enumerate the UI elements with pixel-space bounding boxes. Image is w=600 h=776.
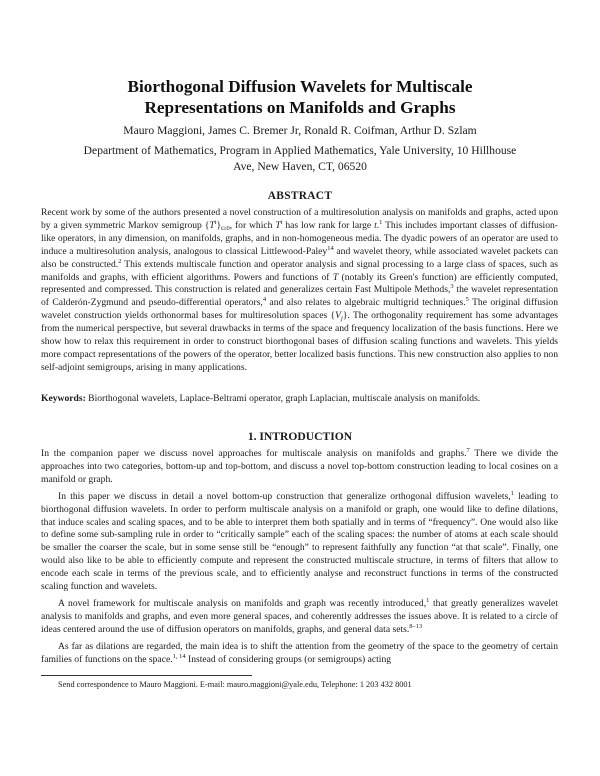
citation-ref[interactable]: 1: [379, 218, 383, 226]
keywords: [41, 393, 558, 406]
abstract-body: Recent work by some of the authors presented a novel construction of a multiresolution analysis on manifolds and graphs, acted upon by a given symmetric Markov semigroup $\{T^t\}_{t\ge 0}$, for which $T^t$ has low rank for large t.$^1$ This includes important classes of diffusion-like operators, in any dimension, on manifolds, graphs, and in non-homogeneous media. The dyadic powers of an operator are used to induce a multiresolution analysis, analogous to classical Littlewood-Paley$^{14}$ and wavelet theory, while associated wavelet packets can also be constructed.$^2$ This extends multiscale function and operator analysis and signal processing to a large class of spaces, such as manifolds and graphs, with efficient algorithms. Powers and functions of T (notably its Green's function) are efficiently computed, represented and compressed. This construction is related and generalizes certain Fast Multipole Methods,$^3$ the wavelet representation of Calderón-Zygmund and pseudo-differential operators,$^4$ and also relates to algebraic multigrid techniques.$^5$ The original diffusion wavelet construction yields orthonormal bases for multiresolution spaces $\{V_j\}$. The orthogonality requirement has some advantages from the numerical perspective, but several drawbacks in terms of the space and frequency localization of the basis functions. Here we show how to relax this requirement in order to construct biorthogonal bases of diffusion scaling functions and wavelets. This yields more compact representations of the powers of the operator, better localized basis functions. This new construction also applies to non self-adjoint semigroups, arising in many applications.: [41, 207, 559, 373]
paragraph: [41, 491, 558, 594]
affiliation: [40, 143, 560, 175]
math-superscript: t: [214, 218, 217, 226]
abstract-text: This extends multiscale function and operator analysis and signal processing to a large class of spaces, such as manifolds and graphs, with efficient algorithms. Powers and functions of: [41, 258, 558, 283]
abstract-text: Recent work by some of the authors presented a novel construction of a multiresolution analysis on manifolds and graphs, acted upon by a given symmetric Markov semigroup {: [41, 207, 558, 231]
math-symbol: T: [209, 219, 215, 231]
paragraph-text: Instead of considering groups (or semigroups) acting: [185, 653, 392, 665]
paragraph: [41, 448, 558, 487]
citation-ref[interactable]: 3: [450, 283, 454, 291]
math-symbol: T: [332, 271, 339, 283]
citation-ref[interactable]: 1: [426, 596, 430, 604]
citation-ref[interactable]: 5: [465, 296, 469, 304]
paragraph-text: There we divide the approaches into two categories, bottom-up and top-bottom, and discuss a novel top-bottom construction leading to local cosines on a manifold or graph.: [41, 448, 558, 485]
paragraph-text: As far as dilations are regarded, the main idea is to shift the attention from the geometry of the space to the geometry of certain families of functions on the space.: [41, 640, 558, 665]
paragraph-text: that greatly generalizes wavelet analysis to manifolds and graphs, and even more general spaces, and coherently addresses the issues above. It is related to a circle of ideas centered around the use of diffusion operators on manifolds, graphs, and general data sets.: [41, 597, 558, 635]
abstract-text: , for which: [229, 219, 276, 231]
affiliation-line-2: Ave, New Haven, CT, 06520: [233, 160, 367, 173]
paragraph-text: In the companion paper we discuss novel approaches for multiscale analysis on manifolds and graphs.: [41, 448, 467, 459]
abstract-text: }. The orthogonality requirement has some advantages from the numerical perspective, but several drawbacks in terms of the space and frequency localization of the basis functions. Here we show how to relax this requirement in order to construct biorthogonal bases of diffusion scaling functions and wavelets. This yields more compact representations of the powers of the operator, better localized basis functions. This new construction also applies to non self-adjoint semigroups, arising in many applications.: [41, 310, 558, 373]
abstract-heading: ABSTRACT: [267, 190, 333, 202]
paragraph-text: In this paper we discuss in detail a novel bottom-up construction that generalize orthogonal diffusion wavelets,: [58, 490, 511, 502]
math-subscript: j: [341, 315, 343, 323]
keywords-label: Keywords:: [41, 393, 86, 404]
citation-ref[interactable]: 8–13: [409, 622, 423, 630]
paragraph: [41, 641, 558, 667]
math-symbol: T: [275, 219, 281, 231]
abstract-text: This includes important classes of diffusion-like operators, in any dimension, on manifolds, graphs, and in non-homogeneous media. The dyadic powers of an operator are used to induce a multiresolution analysis, analogous to classical Littlewood-Paley: [41, 219, 559, 257]
paper-title: [0, 76, 600, 118]
title-line-1: Biorthogonal Diffusion Wavelets for Multiscale: [127, 77, 473, 96]
section-heading-introduction: 1. INTRODUCTION: [247, 430, 353, 443]
math-superscript: t: [280, 218, 283, 226]
keywords-text: Biorthogonal wavelets, Laplace-Beltrami operator, graph Laplacian, multiscale analysis on manifolds.: [85, 393, 481, 404]
abstract-text: the wavelet representation of Calderón-Zygmund and pseudo-differential operators,: [41, 284, 558, 309]
citation-ref[interactable]: 1, 14: [172, 652, 186, 660]
introduction-body: [41, 448, 558, 671]
paragraph-text: A novel framework for multiscale analysis on manifolds and graph was recently introduced,: [58, 597, 427, 609]
footnote-divider: [41, 675, 252, 676]
citation-ref[interactable]: 1: [510, 489, 514, 497]
math-symbol: V: [335, 310, 342, 322]
abstract-text: and also relates to algebraic multigrid techniques.: [266, 297, 466, 309]
citation-ref[interactable]: 2: [118, 257, 122, 265]
paragraph: [41, 598, 558, 637]
citation-ref[interactable]: 14: [327, 244, 334, 252]
abstract-text: (notably its Green's function) are efficiently computed, represented and compressed. This construction is related and generalizes certain Fast Multipole Methods,: [41, 271, 558, 296]
paragraph-text: leading to biorthogonal diffusion wavelets. In order to perform multiscale analysis on a manifold or graph, one would like to define dilations, that induce scales and scaling spaces, and to be able to interpret them both spatially and in terms of “frequency”. One would also like to define some sub-sampling rule in order to “critically sample” each of the scaling spaces: the number of atoms at each scale should be smaller the coarser the scale, but in some sense still be “enough” to represent faithfully any function “at that scale”. Finally, one would also like to be able to efficiently compute and represent the constructed multiscale structure, in terms of filters that allow to encode each scale in terms of the previous scale, and to efficiently analyse and reconstruct functions in terms of the constructed scaling function and wavelets.: [41, 490, 558, 593]
footnote-correspondence: Send correspondence to Mauro Maggioni. E-mail: mauro.maggioni@yale.edu, Telephone: 1 203 432 8001: [58, 680, 412, 689]
abstract-text: and wavelet theory, while associated wavelet packets can also be constructed.: [41, 245, 558, 270]
abstract-text: The original diffusion wavelet construction yields orthonormal bases for multiresolution spaces {: [41, 297, 558, 322]
title-line-2: Representations on Manifolds and Graphs: [144, 98, 456, 117]
math-symbol: t: [374, 219, 377, 231]
math-subscript: t≥0: [221, 224, 230, 232]
citation-ref[interactable]: 4: [262, 296, 267, 304]
author-list: Mauro Maggioni, James C. Bremer Jr, Ronald R. Coifman, Arthur D. Szlam: [123, 124, 477, 137]
citation-ref[interactable]: 7: [466, 447, 470, 454]
affiliation-line-1: Department of Mathematics, Program in Applied Mathematics, Yale University, 10 Hillhouse: [83, 144, 517, 157]
abstract-text: has low rank for large: [282, 219, 375, 231]
